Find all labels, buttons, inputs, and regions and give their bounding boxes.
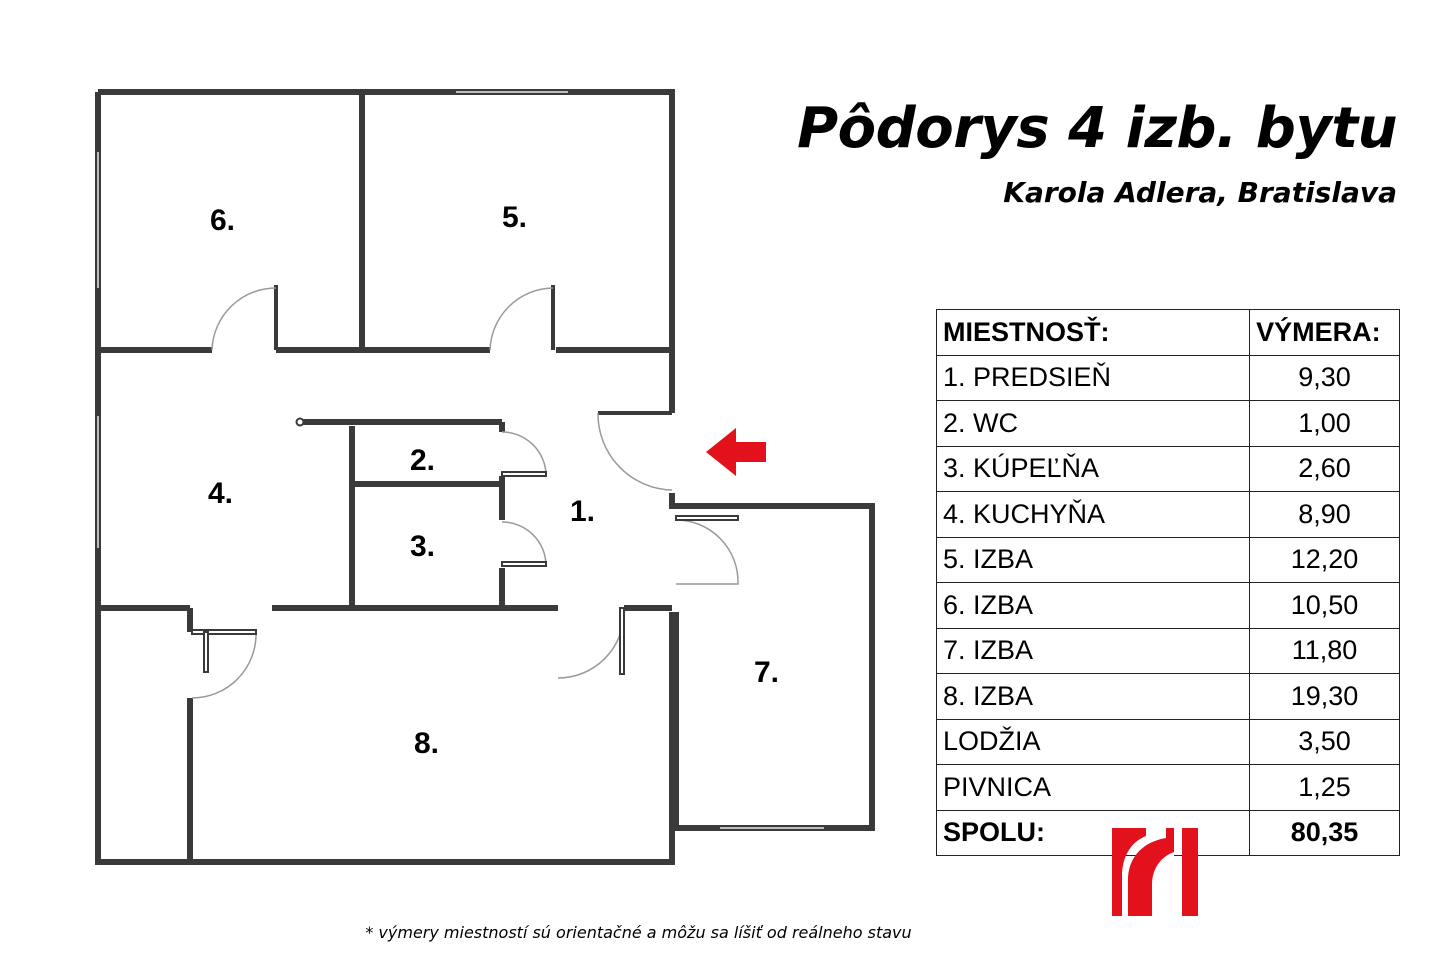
outer-wall (98, 92, 672, 862)
table-row (937, 583, 1400, 629)
room-area-cell: 12,20 (1250, 537, 1400, 583)
outer-wall (98, 92, 672, 413)
page-subtitle: Karola Adlera, Bratislava (1003, 176, 1397, 209)
table-row (937, 674, 1400, 720)
table-row (937, 446, 1400, 492)
room-area-cell: 10,50 (1250, 583, 1400, 629)
brand-logo (1112, 828, 1202, 918)
wall-marker (297, 419, 304, 426)
room-label-6: 6. (210, 204, 236, 237)
table-row (937, 537, 1400, 583)
arrow-left-icon (706, 428, 766, 476)
room-label-5: 5. (502, 201, 528, 234)
room-area-cell: 2,60 (1250, 446, 1400, 492)
room-name-cell: 1. PREDSIEŇ (937, 355, 1250, 401)
door-leaf (620, 608, 624, 674)
room-label-4: 4. (208, 477, 234, 510)
room-name-cell: 3. KÚPEĽŇA (937, 446, 1250, 492)
door-swing (212, 288, 276, 350)
page-title: Pôdorys 4 izb. bytu (797, 96, 1397, 161)
table-row (937, 628, 1400, 674)
room-area-cell: 1,00 (1250, 401, 1400, 447)
room-name-cell: 2. WC (937, 401, 1250, 447)
footnote: * výmery miestností sú orientačné a môžu sa líšiť od reálneho stavu (365, 923, 912, 942)
door-leaf (502, 562, 546, 566)
door-swing (502, 432, 546, 474)
room-label-1: 1. (570, 495, 596, 528)
room-area-cell: 9,30 (1250, 355, 1400, 401)
door-swing (676, 520, 738, 584)
room-label-7: 7. (754, 656, 780, 689)
room-name-cell: 8. IZBA (937, 674, 1250, 720)
column-header-room: MIESTNOSŤ: (937, 310, 1250, 356)
room-name-cell: LODŽIA (937, 719, 1250, 765)
table-row (937, 492, 1400, 538)
total-value: 80,35 (1250, 810, 1400, 856)
room-name-cell: 7. IZBA (937, 628, 1250, 674)
room-label-8: 8. (414, 727, 440, 760)
room-name-cell: 4. KUCHYŇA (937, 492, 1250, 538)
door-swing (490, 288, 553, 350)
room-area-cell: 8,90 (1250, 492, 1400, 538)
room-label-3: 3. (410, 530, 436, 563)
room-name-cell: 5. IZBA (937, 537, 1250, 583)
door-swing (598, 413, 672, 490)
room-label-2: 2. (410, 444, 436, 477)
column-header-area: VÝMERA: (1250, 310, 1400, 356)
room-area-cell: 11,80 (1250, 628, 1400, 674)
table-row (937, 355, 1400, 401)
room-area-cell: 1,25 (1250, 765, 1400, 811)
area-table (936, 309, 1400, 856)
table-header-row (937, 310, 1400, 356)
door-swing (192, 632, 256, 698)
room-name-cell: PIVNICA (937, 765, 1250, 811)
door-leaf (204, 632, 208, 672)
door-leaf (502, 472, 546, 476)
room-area-cell: 3,50 (1250, 719, 1400, 765)
door-leaf (676, 516, 738, 520)
door-swing (558, 612, 624, 678)
room-area-cell: 19,30 (1250, 674, 1400, 720)
total-label: SPOLU: (937, 810, 1250, 856)
door-leaf (192, 630, 256, 634)
door-swing (502, 522, 546, 564)
table-row (937, 401, 1400, 447)
table-row (937, 765, 1400, 811)
table-row (937, 719, 1400, 765)
room-name-cell: 6. IZBA (937, 583, 1250, 629)
